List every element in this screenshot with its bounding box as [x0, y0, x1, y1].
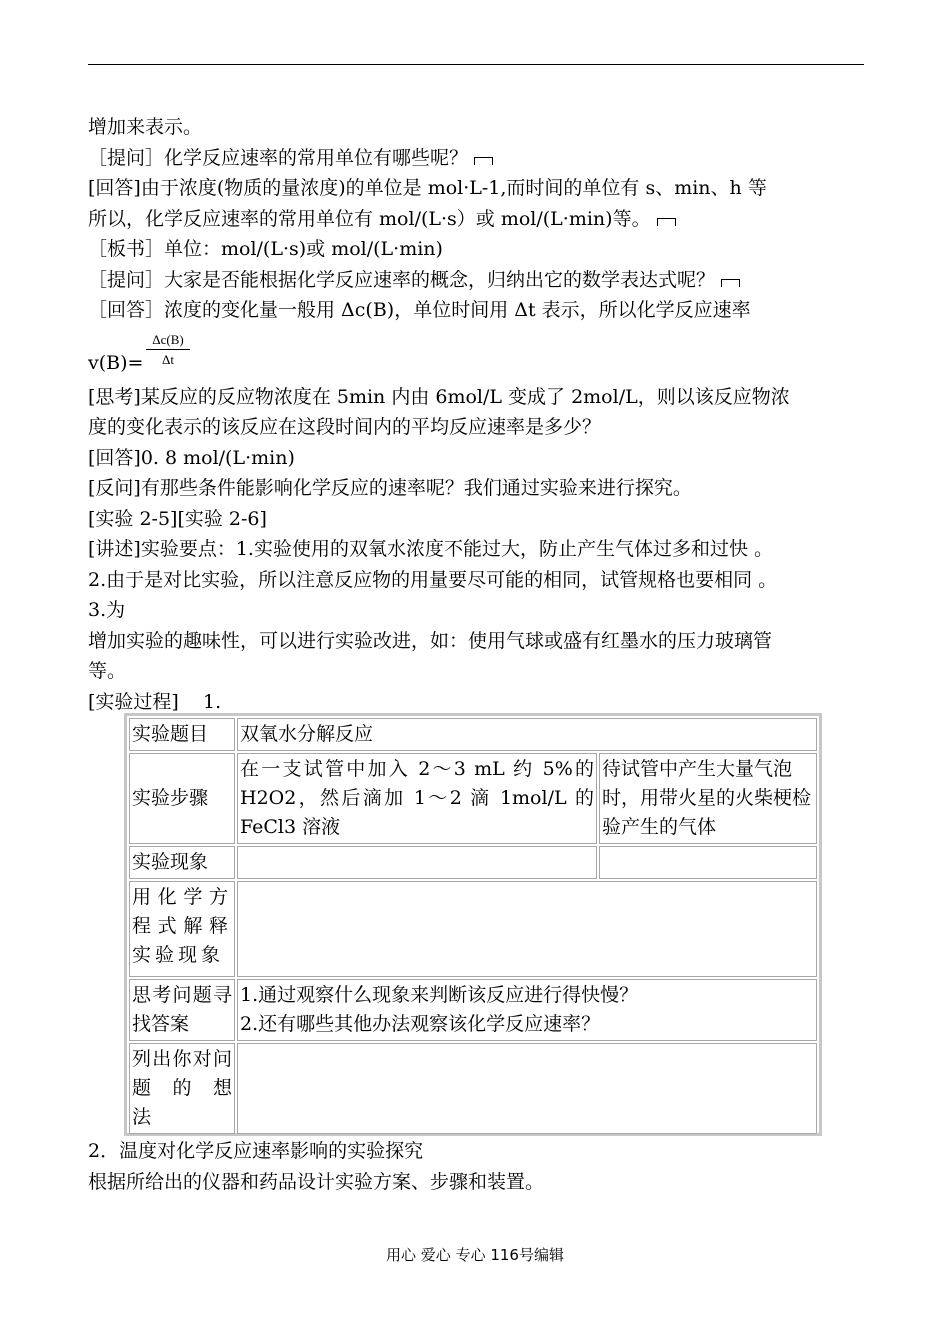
cell-phenomenon-label: 实验现象 [129, 846, 235, 879]
return-mark-icon [474, 157, 493, 165]
text-line: 增加来表示。 [88, 116, 203, 138]
cell-equation-value [237, 881, 817, 977]
text-line: 增加实验的趣味性，可以进行实验改进，如：使用气球或盛有红墨水的压力玻璃管 [88, 629, 773, 652]
text-line: ［板书］单位：mol/(L·s)或 mol/(L·min) [88, 238, 443, 260]
text-line: 3.为 [88, 599, 126, 621]
body-text-upper [88, 112, 866, 717]
cell-thoughts-label: 列出你对问题的想 法 [129, 1043, 235, 1134]
text-line: [思考]某反应的反应物浓度在 5min 内由 6mol/L 变成了 2mol/L，则以该反应物浓 [88, 385, 790, 408]
cell-thoughts-value [237, 1043, 817, 1134]
rate-formula [88, 326, 866, 382]
cell-phenomenon-1 [237, 846, 597, 879]
cell-title-value: 双氧水分解反应 [237, 718, 817, 751]
text-line: 2.由于是对比实验，所以注意反应物的用量要尽可能的相同，试管规格也要相同 。 [88, 568, 778, 591]
cell-question-label: 思考问题寻找答案 [129, 979, 235, 1041]
cell-step-1: 在一支试管中加入 2～3 mL 约 5%的 H2O2，然后滴加 1～2 滴 1mol/L 的 FeCl3 溶液 [237, 753, 597, 844]
text-line: ［提问］大家是否能根据化学反应速率的概念，归纳出它的数学表达式呢？ [88, 265, 866, 296]
formula-lhs: v(B)= [88, 351, 144, 374]
text-line: ［回答］浓度的变化量一般用 Δc(B)，单位时间用 Δt 表示，所以化学反应速率 [88, 299, 751, 321]
text-line: 等。 [88, 660, 127, 682]
text-line: [反问]有那些条件能影响化学反应的速率呢？我们通过实验来进行探究。 [88, 477, 692, 499]
cell-questions [237, 979, 817, 1041]
cell-title-label: 实验题目 [129, 718, 235, 751]
text-line: [实验过程] 1. [88, 690, 222, 713]
text-line: [讲述]实验要点：1.实验使用的双氧水浓度不能过大，防止产生气体过多和过快 。 [88, 538, 773, 560]
return-mark-icon [657, 218, 676, 226]
experiment-table [124, 713, 822, 1136]
page-footer: 用心 爱心 专心 116号编辑 [386, 1246, 564, 1264]
cell-equation-label: 用化学方程式解释实验现象 [129, 881, 235, 977]
text-line: [回答]0. 8 mol/(L·min) [88, 446, 295, 469]
text-line: [回答]由于浓度(物质的量浓度)的单位是 mol·L-1,而时间的单位有 s、min、h 等 [88, 177, 767, 199]
formula-denominator: Δt [162, 351, 174, 367]
text-line: 度的变化表示的该反应在这段时间内的平均反应速率是多少？ [88, 416, 602, 438]
return-mark-icon [721, 279, 740, 287]
text-line: ［提问］化学反应速率的常用单位有哪些呢？ [88, 143, 866, 174]
text-line: [实验 2-5][实验 2-6] [88, 507, 267, 530]
text-line: 所以，化学反应速率的常用单位有 mol/(L·s）或 mol/(L·min)等。 [88, 204, 866, 235]
cell-step-2: 待试管中产生大量气泡时，用带火星的火柴梗检验产生的气体 [599, 753, 817, 844]
text-line: 2．温度对化学反应速率影响的实验探究 [88, 1140, 424, 1162]
formula-numerator: Δc(B) [146, 332, 190, 350]
text-line: 根据所给出的仪器和药品设计实验方案、步骤和装置。 [88, 1171, 545, 1193]
cell-steps-label: 实验步骤 [129, 753, 235, 844]
cell-phenomenon-2 [599, 846, 817, 879]
formula-fraction [146, 332, 190, 368]
question-1: 1.通过观察什么现象来判断该反应进行得快慢？ [240, 984, 639, 1006]
question-2: 2.还有哪些其他办法观察该化学反应速率？ [240, 1013, 601, 1035]
body-text-lower [88, 1136, 866, 1198]
header-rule [88, 64, 864, 65]
